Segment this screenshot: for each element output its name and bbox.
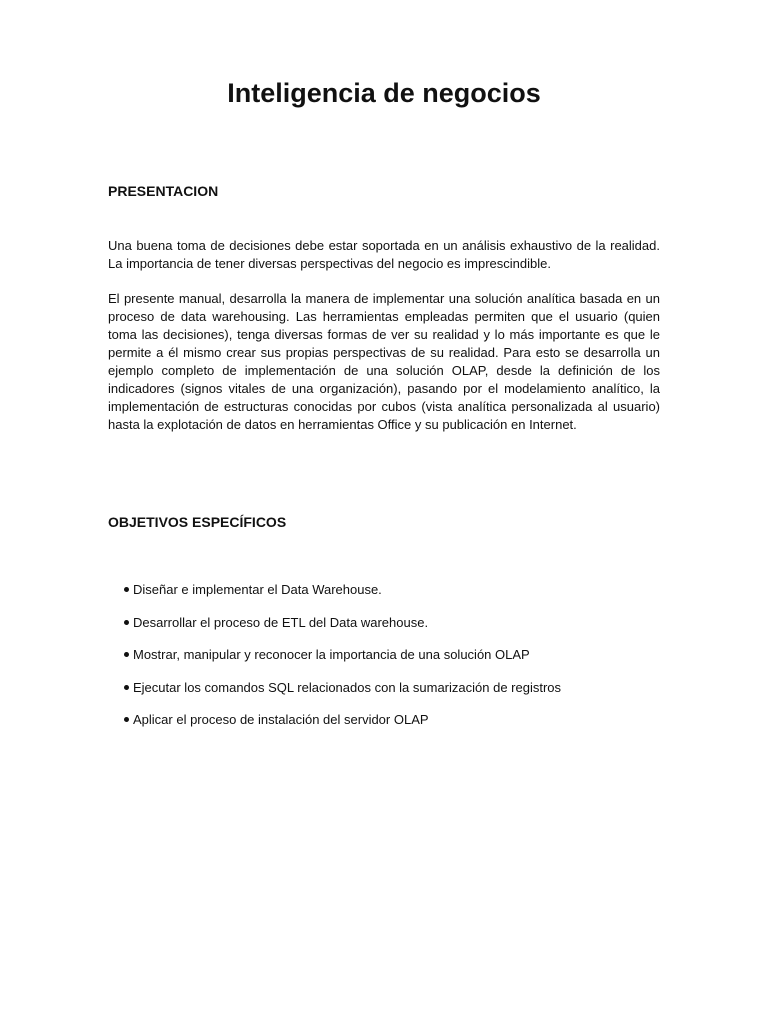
list-item bbox=[124, 581, 561, 614]
paragraph-intro: Una buena toma de decisiones debe estar soportada en un análisis exhaustivo de la realidad. La importancia de tener diversas perspectivas del negocio es imprescindible. bbox=[108, 238, 660, 271]
bullet-icon bbox=[124, 652, 129, 657]
bullet-icon bbox=[124, 685, 129, 690]
list-item bbox=[124, 711, 561, 744]
page-title: Inteligencia de negocios bbox=[227, 78, 541, 108]
list-item bbox=[124, 646, 561, 679]
paragraph-manual: El presente manual, desarrolla la manera de implementar una solución analítica basada en un proceso de data warehousing. Las herramientas empleadas permiten que el usuario (quien toma las decisiones), tenga diversas formas de ver su realidad y lo más importante es que le permite a él mismo crear sus propias perspectivas de su realidad. Para esto se desarrolla un ejemplo completo de implementación de una solución OLAP, desde la definición de los indicadores (signos vitales de una organización), pasando por el modelamiento analítico, la implementación de estructuras conocidas por cubos (vista analítica personalizada al usuario) hasta la explotación de datos en herramientas Office y su publicación en Internet. bbox=[108, 291, 660, 432]
bullet-icon bbox=[124, 717, 129, 722]
objectives-list bbox=[124, 581, 561, 744]
list-item-text: Aplicar el proceso de instalación del servidor OLAP bbox=[133, 712, 429, 727]
section-heading-presentacion: PRESENTACION bbox=[108, 183, 219, 199]
list-item-text: Ejecutar los comandos SQL relacionados con la sumarización de registros bbox=[133, 679, 562, 695]
list-item bbox=[124, 679, 561, 712]
bullet-icon bbox=[124, 620, 129, 625]
section-heading-objetivos: OBJETIVOS ESPECÍFICOS bbox=[108, 514, 287, 530]
list-item-text: Mostrar, manipular y reconocer la importancia de una solución OLAP bbox=[133, 647, 530, 662]
list-item bbox=[124, 614, 561, 647]
list-item-text: Diseñar e implementar el Data Warehouse. bbox=[133, 582, 382, 597]
bullet-icon bbox=[124, 587, 129, 592]
list-item-text: Desarrollar el proceso de ETL del Data warehouse. bbox=[133, 614, 429, 630]
